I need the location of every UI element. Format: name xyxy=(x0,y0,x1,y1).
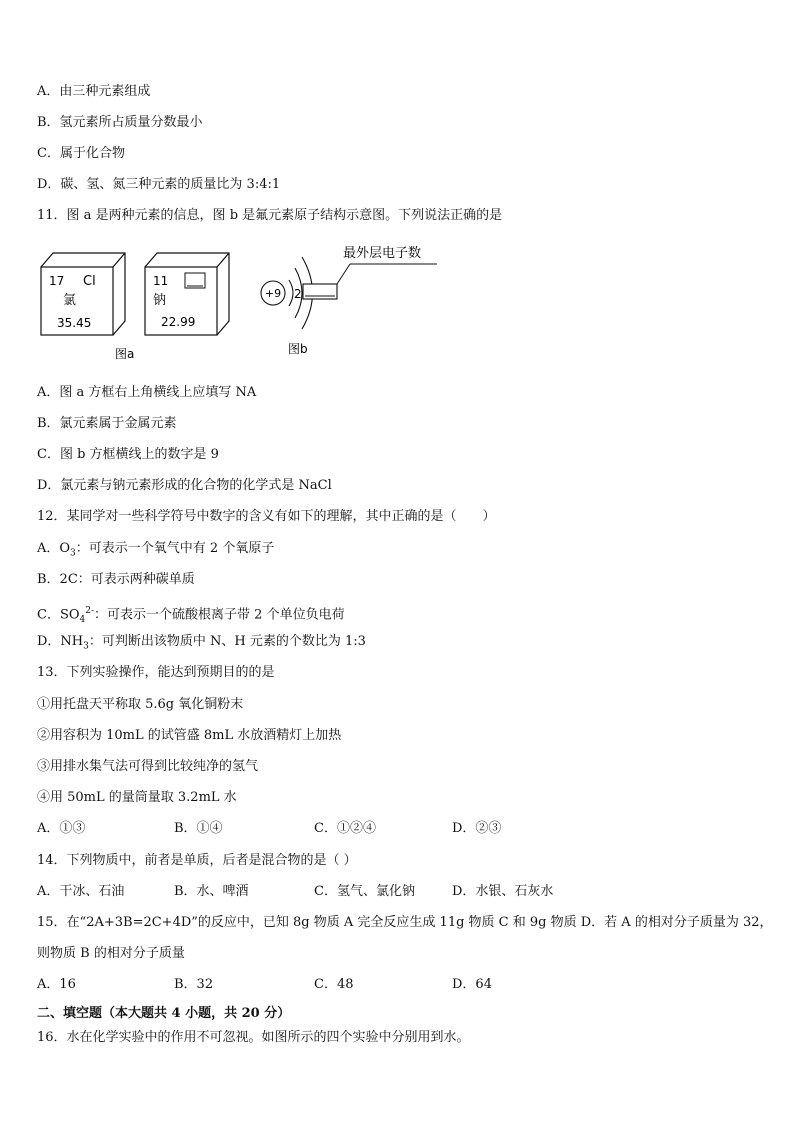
q11-figure xyxy=(37,240,457,369)
inner-shell-electrons: 2 xyxy=(294,287,302,301)
cl-symbol: Cl xyxy=(83,274,96,289)
q10-option-c: C．属于化合物 xyxy=(37,146,125,161)
q11-stem: 11．图 a 是两种元素的信息，图 b 是氟元素原子结构示意图。下列说法正确的是 xyxy=(37,208,503,223)
q13-options xyxy=(37,820,737,838)
fluorine-atom-diagram xyxy=(261,245,437,329)
q14-stem: 14．下列物质中，前者是单质，后者是混合物的是（ ） xyxy=(37,853,357,868)
q11-option-d: D．氯元素与钠元素形成的化合物的化学式是 NaCl xyxy=(37,478,332,493)
q14-option-d: D．水银、石灰水 xyxy=(452,884,554,899)
cl-atomic-number: 17 xyxy=(49,274,65,288)
sodium-cube xyxy=(145,253,229,335)
outer-shell-callout-label: 最外层电子数 xyxy=(343,246,422,261)
q15-option-b: B．32 xyxy=(174,977,214,992)
q12-d-formula: D．NH xyxy=(37,634,84,649)
nucleus-charge: +9 xyxy=(264,287,282,300)
q13-item-4: ④用 50mL 的量筒量取 3.2mL 水 xyxy=(37,790,237,805)
na-atomic-number: 11 xyxy=(153,274,169,288)
q11-option-b: B．氯元素属于金属元素 xyxy=(37,416,177,431)
element-info-diagram xyxy=(37,240,457,365)
q14-options xyxy=(37,883,737,901)
q13-option-a: A．①③ xyxy=(37,821,86,836)
q11-option-a: A．图 a 方框右上角横线上应填写 NA xyxy=(37,385,257,400)
q12-option-c xyxy=(37,602,345,629)
cl-name: 氯 xyxy=(63,293,77,308)
outer-shell-blank-box xyxy=(303,284,337,299)
q10-option-d: D．碳、氢、氮三种元素的质量比为 3:4:1 xyxy=(37,177,281,192)
q13-option-c: C．①②④ xyxy=(314,821,376,836)
q10-option-a: A．由三种元素组成 xyxy=(37,84,151,99)
q15-option-c: C．48 xyxy=(314,977,354,992)
q15-stem-line-2: 则物质 B 的相对分子质量 xyxy=(37,946,185,961)
q13-item-2: ②用容积为 10mL 的试管盛 8mL 水放酒精灯上加热 xyxy=(37,728,342,743)
q13-stem: 13．下列实验操作，能达到预期目的的是 xyxy=(37,665,275,680)
q12-c-sup: 2- xyxy=(85,606,95,616)
q14-option-c: C．氢气、氯化钠 xyxy=(314,884,415,899)
q15-option-a: A．16 xyxy=(37,977,76,992)
q12-c-sub: 4 xyxy=(79,614,86,625)
caption-b: 图b xyxy=(288,342,308,356)
na-name: 钠 xyxy=(153,293,167,308)
q12-option-a xyxy=(37,540,274,563)
q15-options xyxy=(37,976,737,994)
q14-option-a: A．干冰、石油 xyxy=(37,884,125,899)
q12-c-text: ：可表示一个硫酸根离子带 2 个单位负电荷 xyxy=(94,607,345,623)
chlorine-cube xyxy=(41,253,125,335)
q13-option-d: D．②③ xyxy=(452,821,502,836)
q12-stem: 12．某同学对一些科学符号中数字的含义有如下的理解，其中正确的是（ ） xyxy=(37,509,496,524)
q13-item-1: ①用托盘天平称取 5.6g 氧化铜粉末 xyxy=(37,697,244,712)
q12-option-b: B．2C：可表示两种碳单质 xyxy=(37,572,195,587)
q14-option-b: B．水、啤酒 xyxy=(174,884,249,899)
q12-a-text: ：可表示一个氧气中有 2 个氧原子 xyxy=(75,541,275,556)
q12-option-d xyxy=(37,633,366,656)
caption-a: 图a xyxy=(115,347,135,361)
cl-atomic-mass: 35.45 xyxy=(57,316,92,330)
q15-option-d: D．64 xyxy=(452,977,492,992)
q10-option-b: B．氢元素所占质量分数最小 xyxy=(37,115,203,130)
q12-a-formula: A．O xyxy=(37,541,71,556)
section-2-heading: 二、填空题（本大题共 4 小题，共 20 分） xyxy=(37,1006,291,1021)
q12-a-sub: 3 xyxy=(70,548,76,559)
na-atomic-mass: 22.99 xyxy=(161,315,196,329)
q13-option-b: B．①④ xyxy=(174,821,223,836)
q15-stem-line-1: 15．在“2A+3B=2C+4D”的反应中，已知 8g 物质 A 完全反应生成 11g 物质 C 和 9g 物质 D．若 A 的相对分子质量为 32， xyxy=(37,915,773,930)
q12-d-text: ：可判断出该物质中 N、H 元素的个数比为 1:3 xyxy=(88,634,366,649)
q13-item-3: ③用排水集气法可得到比较纯净的氢气 xyxy=(37,759,259,774)
q12-d-sub: 3 xyxy=(83,641,89,652)
q12-c-formula: C．SO xyxy=(37,607,80,623)
q16-stem: 16．水在化学实验中的作用不可忽视。如图所示的四个实验中分别用到水。 xyxy=(37,1030,470,1045)
q11-option-c: C．图 b 方框横线上的数字是 9 xyxy=(37,447,219,462)
